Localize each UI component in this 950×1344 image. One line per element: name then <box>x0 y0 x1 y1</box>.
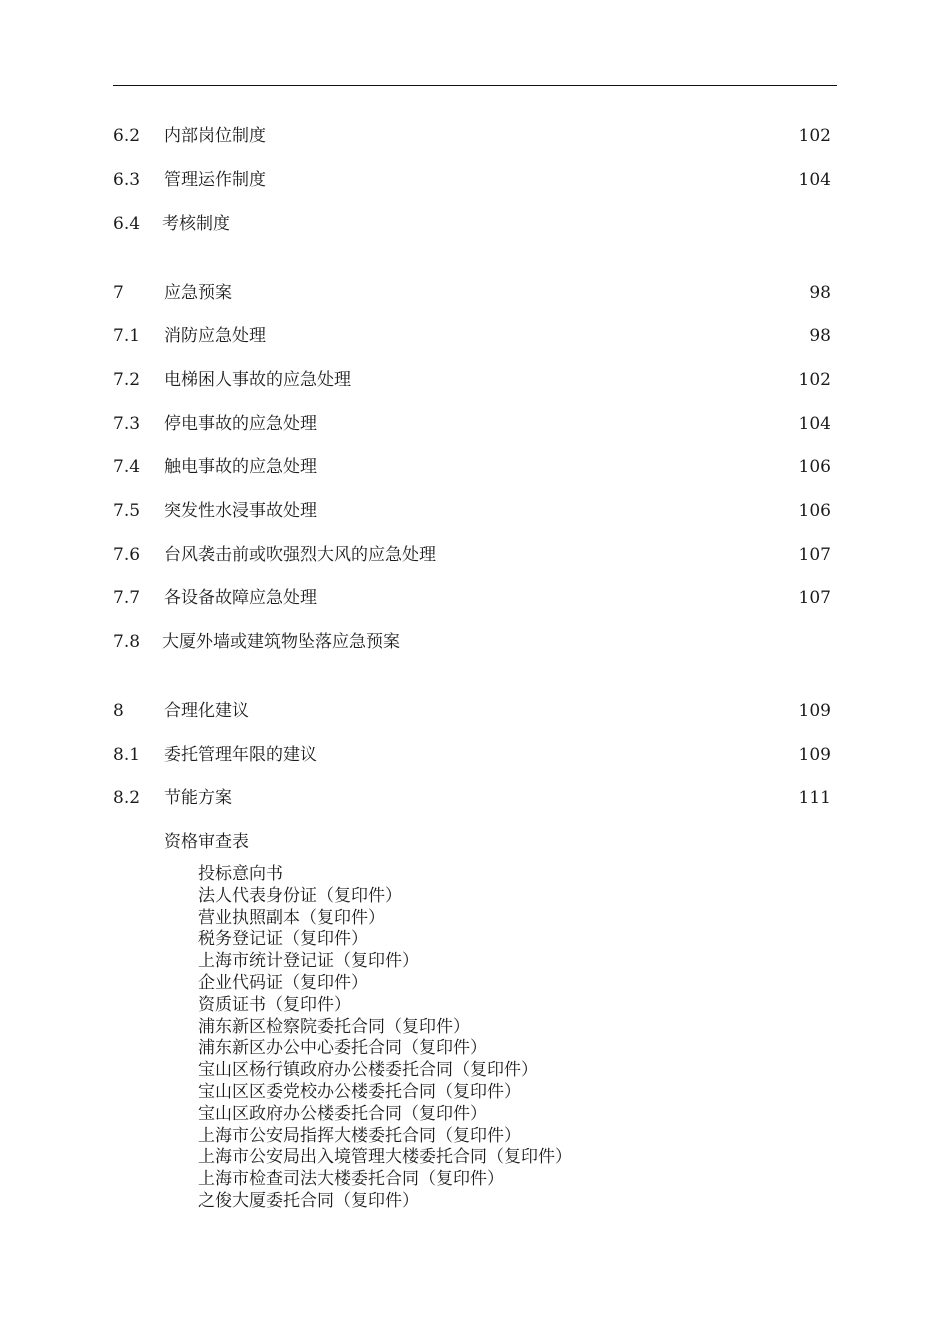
appendix-item: 浦东新区办公中心委托合同（复印件） <box>198 1038 487 1059</box>
toc-entry-title: 台风袭击前或吹强烈大风的应急处理 <box>164 545 436 565</box>
toc-entry <box>113 123 831 149</box>
toc-entry-page: 102 <box>798 370 831 390</box>
header-rule <box>113 85 837 86</box>
appendix-item: 宝山区政府办公楼委托合同（复印件） <box>198 1103 487 1124</box>
toc-entry-title: 各设备故障应急处理 <box>164 588 317 608</box>
appendix-item: 营业执照副本（复印件） <box>198 907 385 928</box>
appendix-list <box>198 864 572 1213</box>
appendix-item: 企业代码证（复印件） <box>198 972 368 993</box>
appendix-item: 税务登记证（复印件） <box>198 929 368 950</box>
appendix-item: 上海市统计登记证（复印件） <box>198 951 419 972</box>
toc-entry-number: 7.4 <box>113 457 141 477</box>
toc-entry-title: 合理化建议 <box>164 701 249 721</box>
toc-entry <box>113 454 831 480</box>
toc-entry <box>113 742 831 768</box>
toc-entry-number: 6.3 <box>113 170 141 190</box>
toc-entry <box>113 498 831 524</box>
appendix-item: 资质证书（复印件） <box>198 994 351 1015</box>
toc-entry-page: 109 <box>798 745 831 765</box>
toc-entry-page: 104 <box>798 414 831 434</box>
toc-entry <box>113 785 831 811</box>
toc-entry-number: 7.6 <box>113 545 141 565</box>
toc-entry-title: 消防应急处理 <box>164 326 266 346</box>
toc-entry <box>113 280 831 306</box>
toc-entry <box>113 323 831 349</box>
toc-entry-number: 8.2 <box>113 788 141 808</box>
appendix-item: 上海市检查司法大楼委托合同（复印件） <box>198 1169 504 1190</box>
toc-entry-title: 管理运作制度 <box>164 170 266 190</box>
toc-entry-number: 7.1 <box>113 326 141 346</box>
toc-entry <box>113 585 831 611</box>
toc-entry-page: 107 <box>798 588 831 608</box>
toc-entry-page: 104 <box>798 170 831 190</box>
toc-entry-page: 98 <box>809 283 831 303</box>
toc-entry <box>113 542 831 568</box>
toc-entry-number: 7 <box>113 283 124 303</box>
toc-entry-page: 98 <box>809 326 831 346</box>
appendix-item: 上海市公安局指挥大楼委托合同（复印件） <box>198 1125 521 1146</box>
toc-entry-number: 7.2 <box>113 370 141 390</box>
toc-entry-title: 内部岗位制度 <box>164 126 266 146</box>
toc-entry-title: 突发性水浸事故处理 <box>164 501 317 521</box>
toc-entry-page: 111 <box>798 788 831 808</box>
toc-entry-title: 电梯困人事故的应急处理 <box>164 370 351 390</box>
toc-entry-title: 考核制度 <box>162 214 230 234</box>
toc-entry-number: 7.7 <box>113 588 141 608</box>
toc-entry-page: 109 <box>798 701 831 721</box>
toc-entry-number: 6.2 <box>113 126 141 146</box>
toc-entry-number: 6.4 <box>113 214 141 234</box>
appendix-item: 宝山区杨行镇政府办公楼委托合同（复印件） <box>198 1060 538 1081</box>
toc-entry-number: 7.5 <box>113 501 141 521</box>
appendix-item: 之俊大厦委托合同（复印件） <box>198 1190 419 1211</box>
toc-entry-page: 107 <box>798 545 831 565</box>
appendix-item: 上海市公安局出入境管理大楼委托合同（复印件） <box>198 1147 572 1168</box>
appendix-item: 浦东新区检察院委托合同（复印件） <box>198 1016 470 1037</box>
toc-entry <box>113 411 831 437</box>
toc-entry <box>113 167 831 193</box>
toc-entry-number: 8.1 <box>113 745 141 765</box>
toc-entry-page: 106 <box>798 501 831 521</box>
appendix-item: 投标意向书 <box>198 864 283 884</box>
appendix-item: 法人代表身份证（复印件） <box>198 885 402 906</box>
toc-entry-title: 应急预案 <box>164 283 232 303</box>
toc-entry-title: 节能方案 <box>164 788 232 808</box>
toc-entry-title: 停电事故的应急处理 <box>164 414 317 434</box>
toc-entry-title: 委托管理年限的建议 <box>164 745 317 765</box>
toc-entry-title: 大厦外墙或建筑物坠落应急预案 <box>162 632 400 652</box>
appendix-item: 宝山区区委党校办公楼委托合同（复印件） <box>198 1081 521 1102</box>
toc-entry <box>113 629 831 655</box>
toc-entry <box>113 211 831 237</box>
toc-entry-number: 8 <box>113 701 124 721</box>
appendix-heading: 资格审查表 <box>164 832 249 852</box>
toc-entry-page: 106 <box>798 457 831 477</box>
toc-entry-number: 7.8 <box>113 632 141 652</box>
toc-entry <box>113 367 831 393</box>
toc-entry-title: 触电事故的应急处理 <box>164 457 317 477</box>
toc-entry <box>113 698 831 724</box>
toc-entry-number: 7.3 <box>113 414 141 434</box>
toc-entry-page: 102 <box>798 126 831 146</box>
